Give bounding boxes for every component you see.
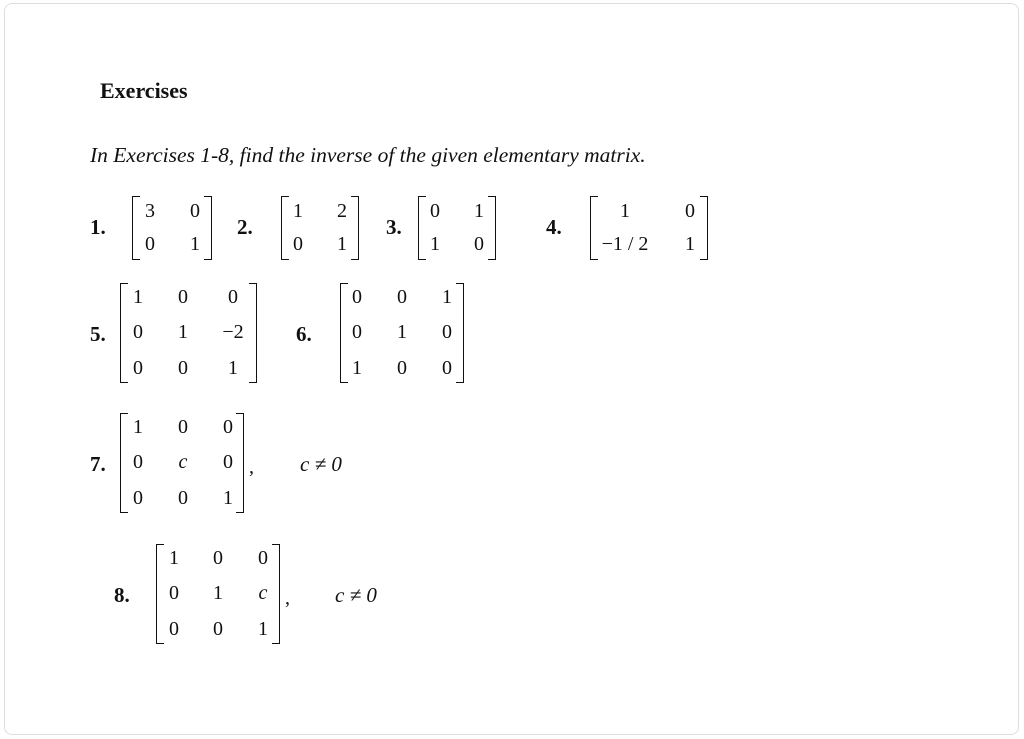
matrix-cell: 0 <box>133 487 143 509</box>
matrix-cell: 2 <box>337 200 347 222</box>
exercise-5-matrix <box>120 283 257 383</box>
matrix-cell: 1 <box>190 233 200 255</box>
exercise-6-label: 6. <box>296 322 312 346</box>
matrix-cell: 0 <box>133 451 143 473</box>
matrix-cell: 0 <box>178 487 188 509</box>
exercise-4-matrix <box>590 196 708 260</box>
matrix-cell: 1 <box>178 321 188 343</box>
matrix-cell: 1 <box>223 487 233 509</box>
matrix-cell: 0 <box>223 451 233 473</box>
exercise-1-matrix <box>132 196 212 260</box>
matrix-cell: 1 <box>474 200 484 222</box>
matrix-cell: 1 <box>169 547 179 569</box>
comma: , <box>249 456 254 478</box>
matrix-cell: 0 <box>145 233 155 255</box>
exercise-6-matrix <box>340 283 464 383</box>
matrix-cell: 1 <box>430 233 440 255</box>
comma: , <box>285 587 290 609</box>
matrix-cell: 1 <box>293 200 303 222</box>
exercise-8-matrix <box>156 544 280 644</box>
matrix-cell: 0 <box>178 416 188 438</box>
exercise-3-label: 3. <box>386 215 402 239</box>
matrix-cell: 1 <box>397 321 407 343</box>
exercise-7-label: 7. <box>90 452 106 476</box>
matrix-cell: 1 <box>213 582 223 604</box>
matrix-cell: 0 <box>397 357 407 379</box>
exercise-3-matrix <box>418 196 496 260</box>
exercise-1-label: 1. <box>90 215 106 239</box>
matrix-cell: 0 <box>352 321 362 343</box>
matrix-cell: 0 <box>685 200 695 222</box>
matrix-cell: 1 <box>228 357 238 379</box>
condition-c-nonzero: c ≠ 0 <box>300 452 342 476</box>
matrix-cell: 0 <box>474 233 484 255</box>
instructions-text: In Exercises 1-8, find the inverse of the given elementary matrix. <box>90 143 646 167</box>
matrix-cell: 1 <box>133 416 143 438</box>
matrix-cell: 0 <box>293 233 303 255</box>
matrix-cell: c <box>258 582 268 604</box>
matrix-cell: 1 <box>337 233 347 255</box>
matrix-cell: 0 <box>213 547 223 569</box>
matrix-cell: 0 <box>258 547 268 569</box>
matrix-cell: 0 <box>178 286 188 308</box>
matrix-cell: 1 <box>685 233 695 255</box>
matrix-cell: 1 <box>133 286 143 308</box>
matrix-cell: 0 <box>397 286 407 308</box>
section-heading: Exercises <box>100 78 188 103</box>
matrix-cell: 0 <box>133 321 143 343</box>
matrix-cell: 0 <box>213 618 223 640</box>
matrix-cell: 1 <box>258 618 268 640</box>
exercise-2-matrix <box>281 196 359 260</box>
exercise-8-label: 8. <box>114 583 130 607</box>
exercise-4-label: 4. <box>546 215 562 239</box>
matrix-cell: 0 <box>352 286 362 308</box>
matrix-cell: 0 <box>442 321 452 343</box>
matrix-cell: 0 <box>223 416 233 438</box>
matrix-cell: c <box>178 451 188 473</box>
matrix-cell: 0 <box>178 357 188 379</box>
condition-c-nonzero: c ≠ 0 <box>335 583 377 607</box>
matrix-cell: 0 <box>169 582 179 604</box>
matrix-cell: 3 <box>145 200 155 222</box>
matrix-cell: 0 <box>430 200 440 222</box>
matrix-cell: 0 <box>442 357 452 379</box>
matrix-cell: 1 <box>620 200 630 222</box>
matrix-cell: 1 <box>442 286 452 308</box>
exercise-7-matrix <box>120 413 244 513</box>
matrix-cell: 0 <box>190 200 200 222</box>
matrix-cell: −1 / 2 <box>601 233 649 255</box>
exercise-2-label: 2. <box>237 215 253 239</box>
exercise-5-label: 5. <box>90 322 106 346</box>
matrix-cell: 0 <box>133 357 143 379</box>
matrix-cell: 0 <box>228 286 238 308</box>
matrix-cell: 0 <box>169 618 179 640</box>
matrix-cell: −2 <box>222 321 244 343</box>
matrix-cell: 1 <box>352 357 362 379</box>
